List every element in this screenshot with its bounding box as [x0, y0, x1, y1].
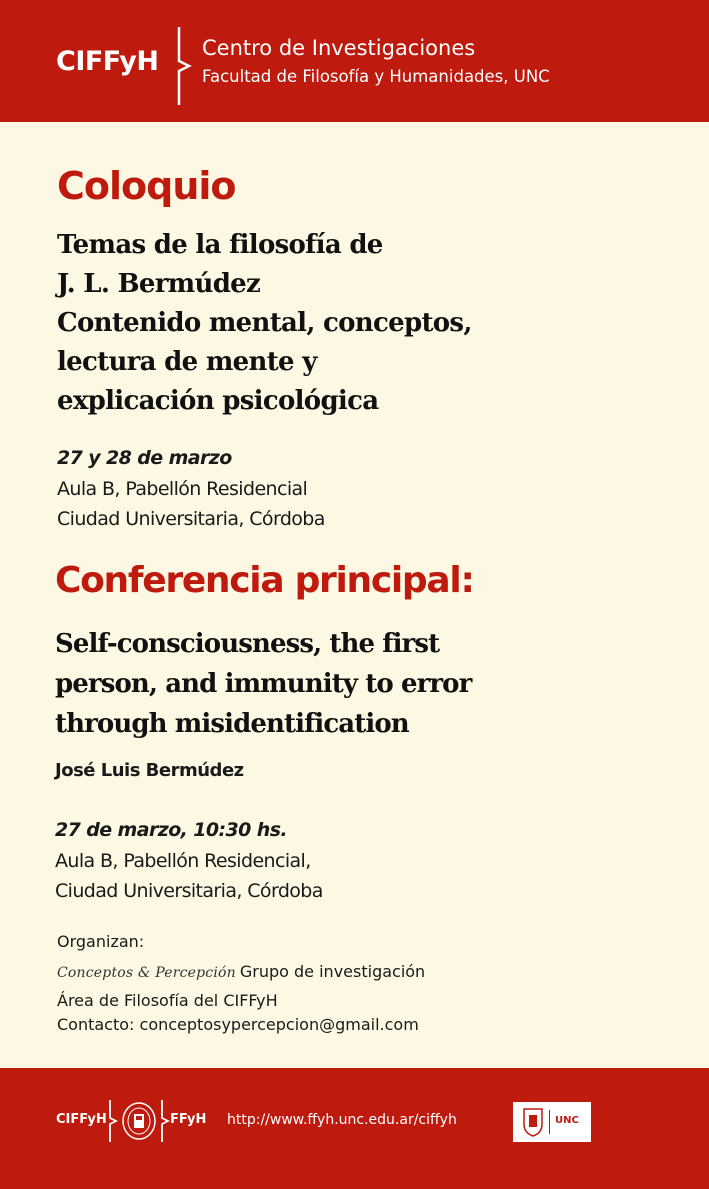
coloquio-date: 27 y 28 de marzo — [57, 447, 232, 469]
coloquio-title-line: explicación psicológica — [57, 386, 379, 416]
coloquio-location — [57, 474, 325, 534]
conceptos-percepcion-signature: Conceptos & Percepción — [57, 965, 236, 981]
unc-logo — [513, 1102, 591, 1142]
coloquio-title — [57, 226, 472, 421]
conferencia-title-line: Self-consciousness, the first — [55, 629, 440, 659]
university-seal-icon — [121, 1101, 157, 1141]
unc-divider — [549, 1110, 550, 1134]
footer-brace-icon — [160, 1099, 170, 1143]
organizer-group — [57, 962, 425, 988]
footer-brace-icon — [108, 1099, 118, 1143]
conferencia-location-line: Aula B, Pabellón Residencial, — [55, 850, 311, 872]
header-subtitle: Facultad de Filosofía y Humanidades, UNC — [202, 67, 550, 86]
brace-divider-icon — [176, 26, 196, 106]
conferencia-title-line: person, and immunity to error — [55, 669, 472, 699]
coloquio-heading: Coloquio — [57, 164, 236, 208]
unc-shield-icon — [521, 1106, 545, 1138]
header-title: Centro de Investigaciones — [202, 36, 476, 60]
header-banner — [0, 0, 709, 122]
conferencia-location — [55, 846, 323, 906]
conferencia-location-line: Ciudad Universitaria, Córdoba — [55, 880, 323, 902]
coloquio-location-line: Aula B, Pabellón Residencial — [57, 478, 308, 500]
conferencia-title — [55, 624, 471, 744]
coloquio-title-line: Temas de la filosofía de — [57, 230, 383, 260]
coloquio-title-line: lectura de mente y — [57, 347, 317, 377]
contact-email: Contacto: conceptosypercepcion@gmail.com — [57, 1015, 419, 1034]
conferencia-title-line: through misidentification — [55, 709, 409, 739]
footer-ciffyh-logo: CIFFyH — [56, 1112, 107, 1127]
ciffyh-logo: CIFFyH — [56, 46, 159, 77]
speaker-name: José Luis Bermúdez — [55, 760, 244, 781]
conferencia-heading: Conferencia principal: — [55, 560, 474, 601]
footer-banner — [0, 1068, 709, 1189]
organizer-area: Área de Filosofía del CIFFyH — [57, 991, 278, 1010]
coloquio-location-line: Ciudad Universitaria, Córdoba — [57, 508, 325, 530]
organizers-label: Organizan: — [57, 932, 145, 951]
website-link[interactable]: http://www.ffyh.unc.edu.ar/ciffyh — [227, 1112, 457, 1128]
footer-ffyh-logo: FFyH — [170, 1112, 207, 1127]
coloquio-title-line: Contenido mental, conceptos, — [57, 308, 472, 338]
group-label: Grupo de investigación — [239, 962, 426, 981]
conferencia-date: 27 de marzo, 10:30 hs. — [55, 819, 288, 841]
unc-label: UNC — [555, 1115, 579, 1126]
coloquio-title-line: J. L. Bermúdez — [57, 269, 261, 299]
